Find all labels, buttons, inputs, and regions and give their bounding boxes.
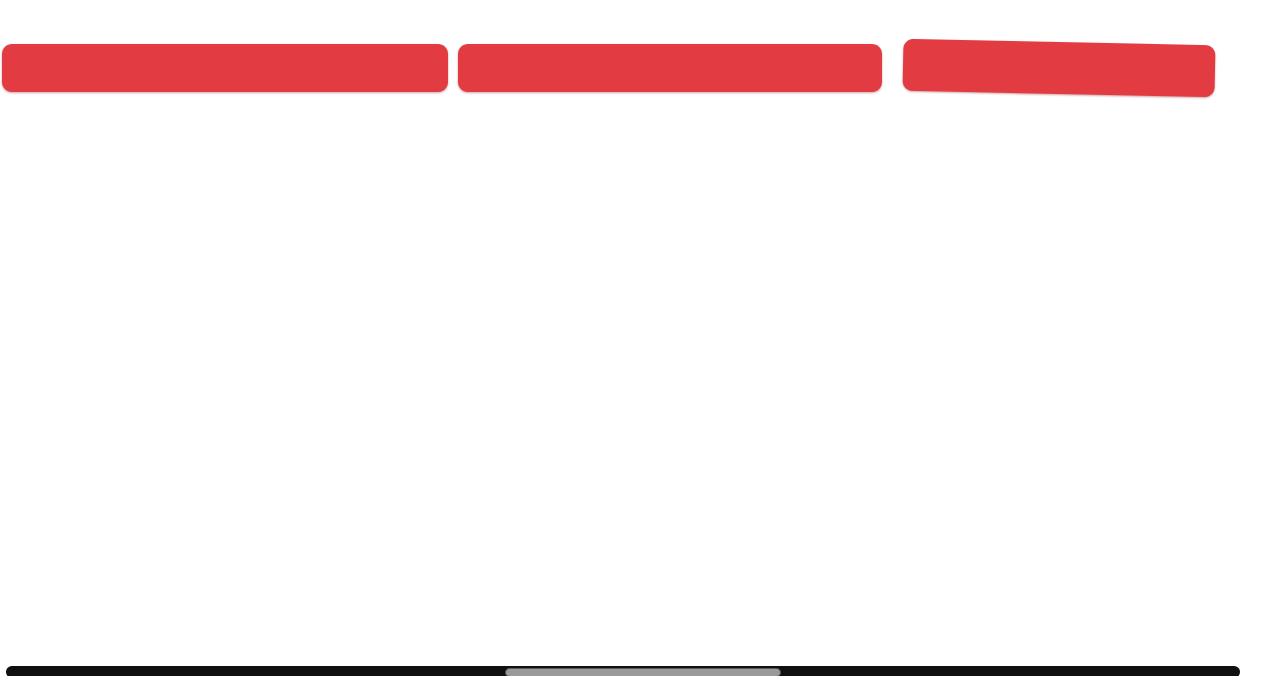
scrollbar-thumb[interactable] <box>505 668 781 676</box>
annotation-banner-id-columns <box>2 44 448 92</box>
annotation-banner-profile-columns <box>458 44 882 92</box>
annotation-banner-avatar-columns <box>902 39 1215 98</box>
horizontal-scrollbar[interactable] <box>6 666 1240 676</box>
